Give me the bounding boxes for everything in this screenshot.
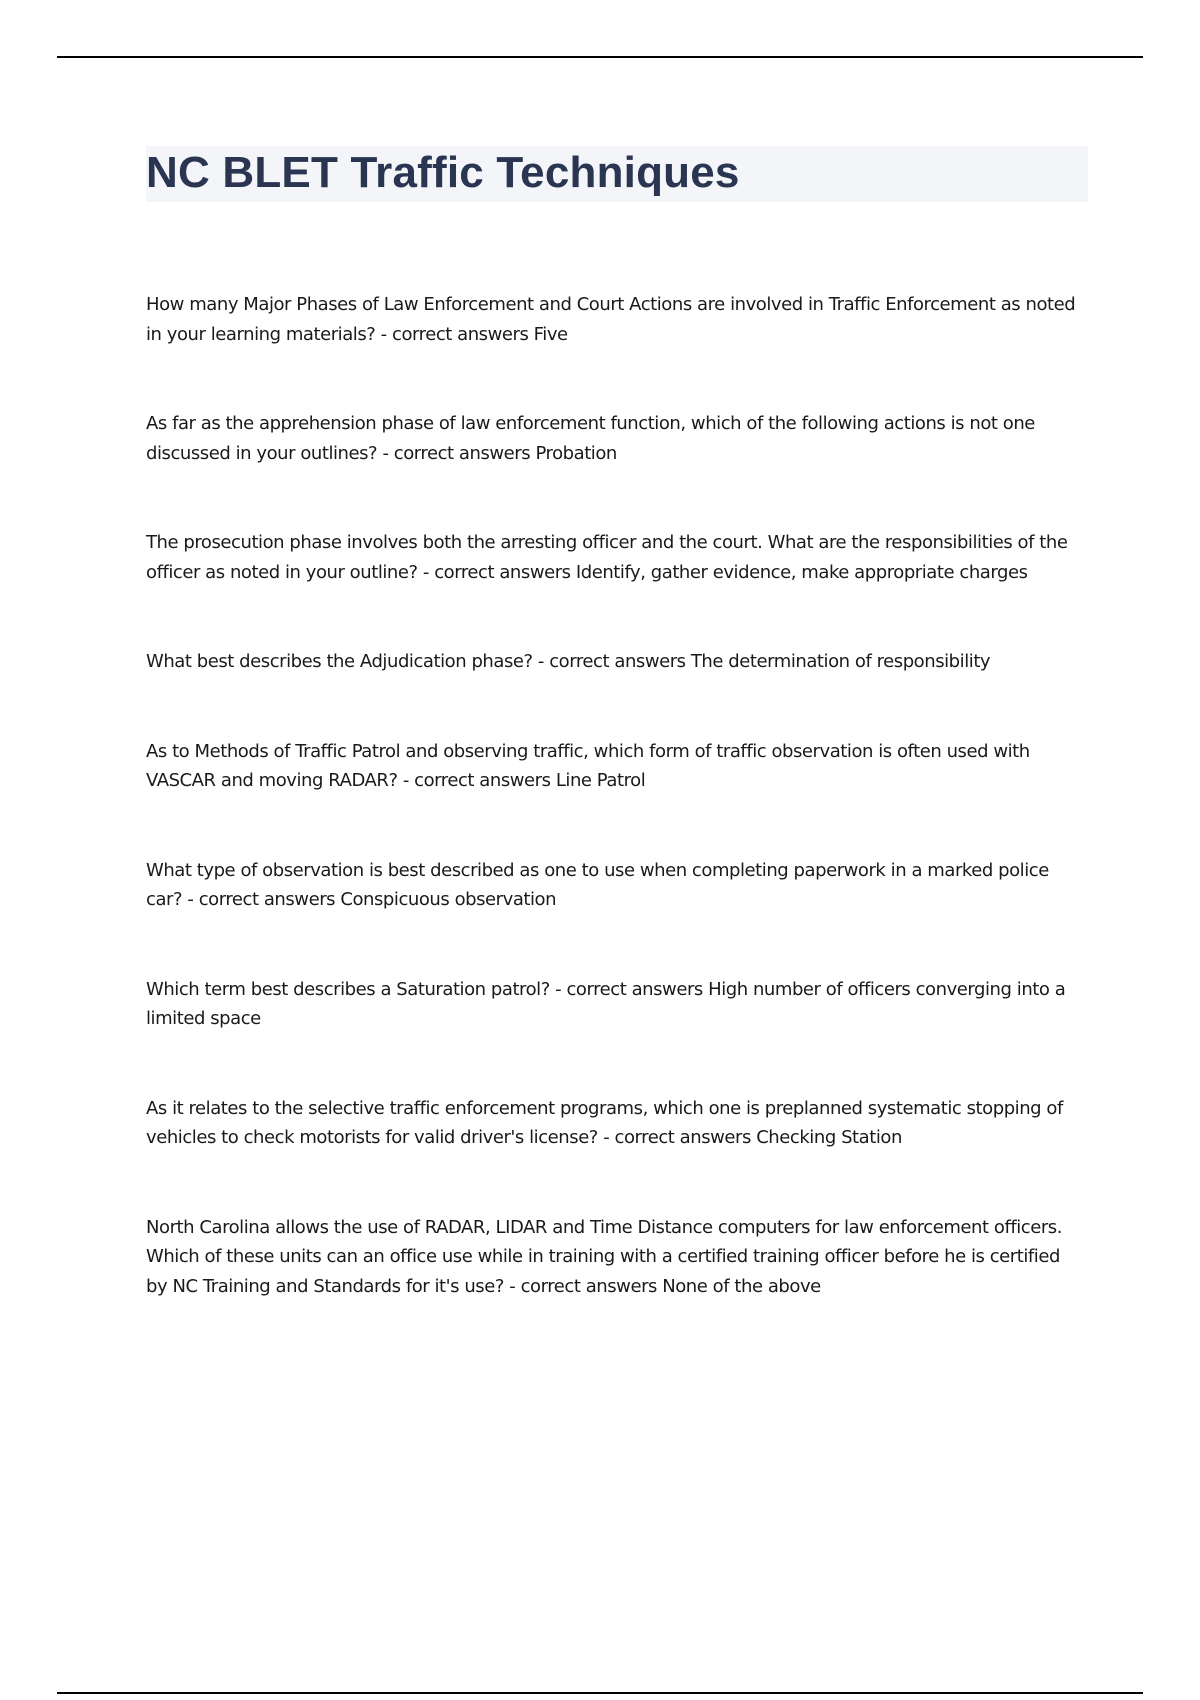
answer-prefix: - correct answers <box>418 562 571 583</box>
question-text: The prosecution phase involves both the arresting officer and the court. What are the responsibilities of the officer as noted in your outline? <box>146 532 1068 583</box>
bottom-rule <box>57 1692 1143 1694</box>
qa-item <box>146 409 1086 468</box>
question-text: What type of observation is best described as one to use when completing paperwork in a marked police car? <box>146 859 1049 910</box>
answer-prefix: - correct answers <box>504 1276 657 1297</box>
qa-item <box>146 1213 1086 1302</box>
top-rule <box>57 56 1143 58</box>
answer-text: Probation <box>535 442 617 464</box>
document-title: NC BLET Traffic Techniques <box>146 148 740 197</box>
qa-item <box>146 856 1086 915</box>
question-text: As it relates to the selective traffic enforcement programs, which one is preplanned systematic stopping of vehicles to check motorists for valid driver's license? <box>146 1097 1063 1148</box>
answer-prefix: - correct answers <box>377 443 530 464</box>
answer-prefix: - correct answers <box>398 770 551 791</box>
answer-prefix: - correct answers <box>550 979 703 1000</box>
qa-item <box>146 647 1086 677</box>
question-text: As to Methods of Traffic Patrol and observing traffic, which form of traffic observation is often used with VASCAR and moving RADAR? <box>146 740 1030 791</box>
question-text: How many Major Phases of Law Enforcement and Court Actions are involved in Traffic Enforcement as noted in your learning materials? <box>146 294 1076 345</box>
answer-text: Checking Station <box>756 1127 902 1148</box>
qa-item <box>146 528 1086 587</box>
qa-item <box>146 1094 1086 1153</box>
qa-item <box>146 975 1086 1034</box>
answer-text: Five <box>533 323 568 345</box>
answer-text: Line Patrol <box>555 770 646 791</box>
answer-prefix: - correct answers <box>598 1127 751 1148</box>
answer-prefix: - correct answers <box>182 889 335 910</box>
answer-text: High number of officers converging into a limited space <box>146 978 1066 1029</box>
question-text: Which term best describes a Saturation patrol? <box>146 978 550 1000</box>
question-text: North Carolina allows the use of RADAR, LIDAR and Time Distance computers for law enforcement officers. Which of these units can an office use while in training with a certified training officer before he is certified by NC Training and Standards for it's use? <box>146 1216 1062 1297</box>
question-text: What best describes the Adjudication phase? <box>146 651 533 672</box>
qa-item <box>146 737 1086 796</box>
question-text: As far as the apprehension phase of law enforcement function, which of the following actions is not one discussed in your outlines? <box>146 413 1035 464</box>
answer-text: Conspicuous observation <box>340 889 557 910</box>
answer-text: None of the above <box>662 1275 821 1297</box>
answer-text: The determination of responsibility <box>690 651 991 672</box>
qa-item <box>146 290 1086 349</box>
answer-prefix: - correct answers <box>375 324 528 345</box>
qa-list <box>146 290 1086 1301</box>
answer-text: Identify, gather evidence, make appropriate charges <box>575 561 1028 583</box>
answer-prefix: - correct answers <box>533 651 686 672</box>
